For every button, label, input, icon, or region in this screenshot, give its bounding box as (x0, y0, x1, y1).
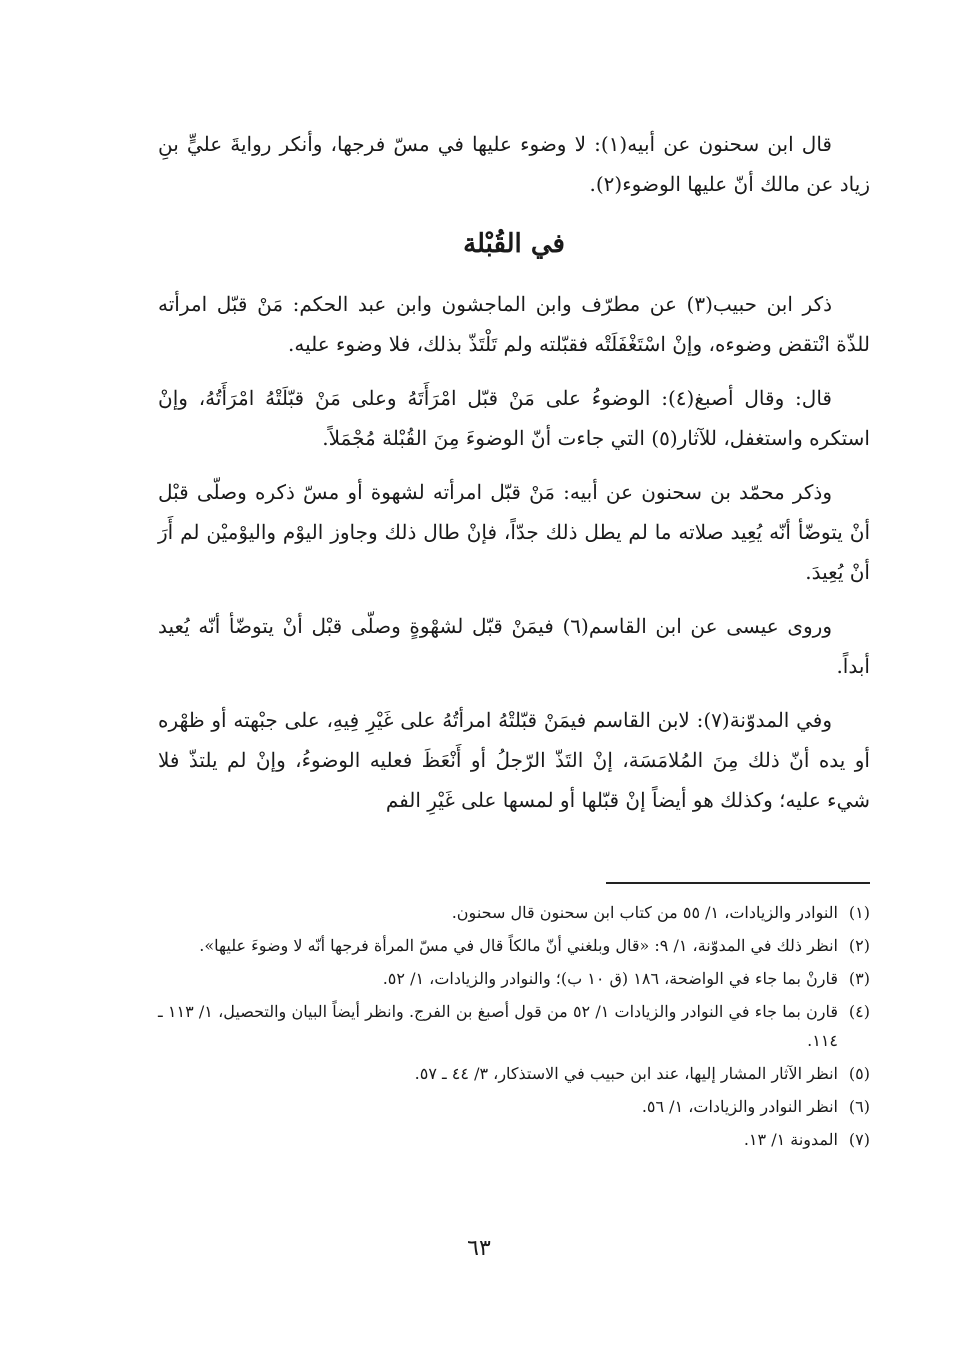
paragraph-2: ذكر ابن حبيب(٣) عن مطرّف وابن الماجشون وابن عبد الحكم: مَنْ قبّل امرأته للذّة انْتقض وضوءه، وإنْ اسْتَغْفَلَتْه فقبّلته ولم تَلْتَذّ بذلك، فلا وضوء عليه. (158, 292, 870, 356)
paragraph-6: وفي المدوّنة(٧): لابن القاسم فيمَنْ قبّلتْهُ امرأتُهُ على غَيْرِ فِيهِ، على جبْهته أو ظهْره أو يده أنّ ذلك مِنَ المُلامَسَة، إنْ التَذّ الرّجلُ أو أَنْعَظَ فعليه الوضوءُ، وإنْ لم يلتذّ فلا شيء عليه؛ وكذلك هو أيضاً إنْ قبّلها أو لمسها على غَيْرِ الفم (158, 708, 870, 812)
main-text (158, 124, 870, 834)
paragraph-1: قال ابن سحنون عن أبيه(١): لا وضوء عليها في مسّ فرجها، وأنكر روايةَ عليٍّ بنِ زياد عن مالك أنّ عليها الوضوء(٢). (158, 132, 870, 196)
footnote-number: (٣) (848, 969, 870, 988)
page-number: ٦٣ (467, 1236, 491, 1261)
footnote-number: (٥) (848, 1064, 870, 1083)
footnote-text: انظر النوادر والزيادات، ١/ ٥٦. (641, 1097, 838, 1116)
footnote-3 (158, 964, 870, 993)
footnote-separator (606, 882, 870, 884)
footnote-text: انظر ذلك في المدوّنة، ١/ ٩: «قال وبلغني أنّ مالكاً قال في مسّ المرأة فرجها أنّه لا وضوءَ عليها». (199, 936, 838, 955)
footnote-1 (158, 898, 870, 927)
footnote-number: (٢) (848, 936, 870, 955)
paragraph-5: وروى عيسى عن ابن القاسم(٦) فيمَنْ قبّل لشهْوةٍ وصلّى قبْل أنْ يتوضّأ أنّه يُعيد أبداً. (158, 614, 870, 678)
footnote-number: (١) (848, 903, 870, 922)
paragraph-4: وذكر محمّد بن سحنون عن أبيه: مَنْ قبّل امرأته لشهوة أو مسّ ذكره وصلّى قبْل أنْ يتوضّأ أنّه يُعِيد صلاته ما لم يطل ذلك جدّاً، فإنْ طال ذلك وجاوز اليوْم واليوْميْن لم أَرَ أنْ يُعِيدَ. (158, 480, 870, 584)
footnote-text: النوادر والزيادات، ١/ ٥٥ من كتاب ابن سحنون قال سحنون. (451, 903, 838, 922)
footnote-2 (158, 931, 870, 960)
footnote-text: المدونة ١/ ١٣. (743, 1130, 838, 1149)
paragraph-3: قال: وقال أصبغ(٤): الوضوءُ على مَنْ قبّل امْرَأَتَهُ وعلى مَنْ قبّلَتْهُ امْرَأَتُهُ، وإنْ استكره واستغفل، للآثار(٥) التي جاءت أنّ الوضوءَ مِنَ القُبْلة مُجْمَلاً. (158, 386, 870, 450)
footnote-text: قارن بما جاء في النوادر والزيادات ١/ ٥٢ من قول أصبغ بن الفرج. وانظر أيضاً البيان والتحصيل، ١/ ١١٣ ـ ١١٤. (158, 1002, 838, 1050)
footnote-number: (٤) (848, 1002, 870, 1021)
footnote-4 (158, 997, 870, 1055)
footnote-number: (٧) (848, 1130, 870, 1149)
footnote-6 (158, 1092, 870, 1121)
footnote-text: قارنْ بما جاء في الواضحة، ١٨٦ (ق ١٠ ب)؛ والنوادر والزيادات، ١/ ٥٢. (382, 969, 838, 988)
section-heading: في القُبْلة (463, 229, 565, 259)
footnote-number: (٦) (848, 1097, 870, 1116)
footnote-5 (158, 1059, 870, 1088)
footnote-7 (158, 1125, 870, 1154)
footnotes (158, 898, 870, 1158)
footnote-text: انظر الآثار المشار إليها، عند ابن حبيب في الاستذكار، ٣/ ٤٤ ـ ٥٧. (414, 1064, 838, 1083)
